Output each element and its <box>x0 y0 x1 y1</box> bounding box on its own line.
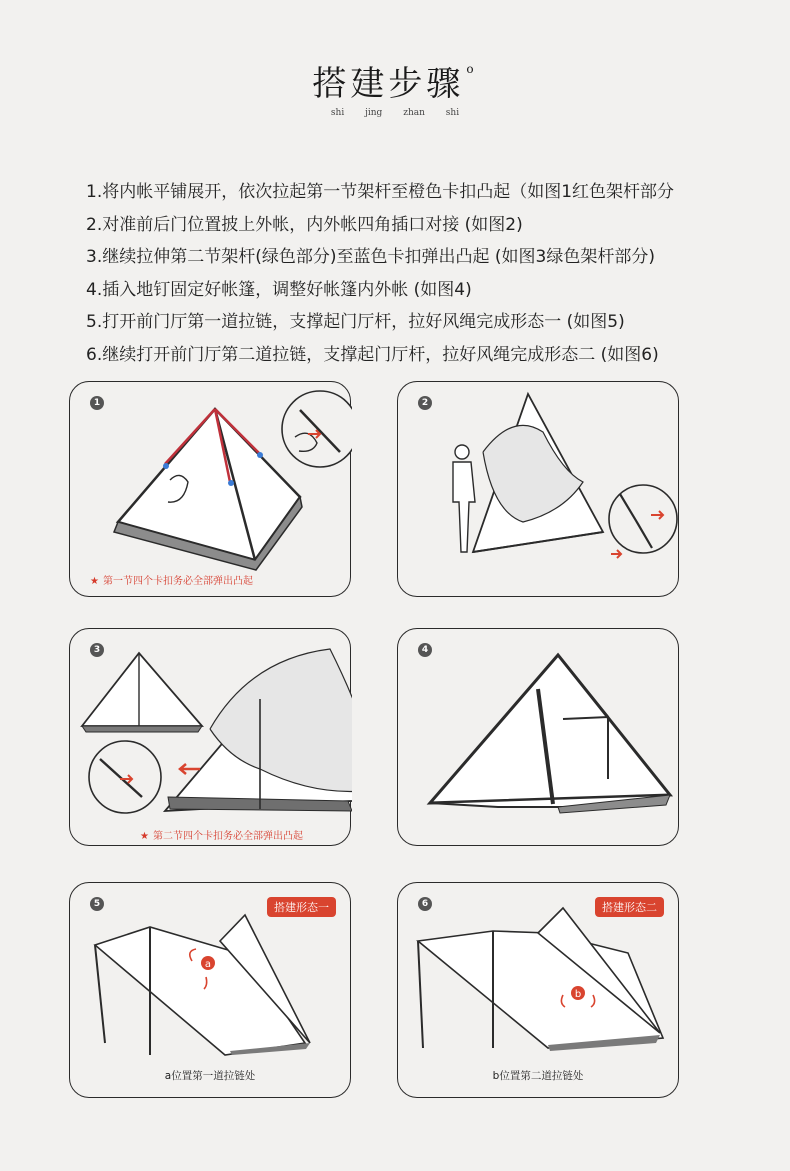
instruction-step: 1.将内帐平铺展开，依次拉起第一节架杆至橙色卡扣凸起（如图1红色架杆部分 <box>86 182 675 202</box>
tent-illustration <box>398 629 680 847</box>
page-title: 搭建步骤 $^o$ <box>312 61 478 104</box>
pinyin-syllable: zhan <box>403 108 425 118</box>
tent-illustration <box>70 883 352 1099</box>
instruction-step: 5.打开前门厅第一道拉链，支撑起门厅杆，拉好风绳完成形态一 (如图5) <box>86 312 625 332</box>
step-number-badge: 5 <box>90 897 104 911</box>
step-1-panel <box>69 381 351 597</box>
panel-caption: b位置第二道拉链处 <box>492 1070 584 1082</box>
star-icon: ★ <box>140 831 149 842</box>
pinyin-syllable: shi <box>330 108 345 118</box>
step-number-badge: 3 <box>90 643 104 657</box>
step-6-panel <box>397 882 679 1098</box>
instruction-step: 3.继续拉伸第二节架杆(绿色部分)至蓝色卡扣弹出凸起 (如图3绿色架杆部分) <box>86 247 655 267</box>
tent-illustration <box>70 382 352 598</box>
form-badge: 搭建形态二 <box>595 897 664 917</box>
step-3-panel <box>69 628 351 846</box>
instruction-step: 4.插入地钉固定好帐篷，调整好帐篷内外帐 (如图4) <box>86 279 472 300</box>
form-badge: 搭建形态一 <box>267 897 336 917</box>
pinyin-syllable: jing <box>365 108 383 118</box>
step-4-panel <box>397 628 679 846</box>
panel-caption: a位置第一道拉链处 <box>164 1070 256 1082</box>
tent-illustration <box>398 883 680 1099</box>
pinyin-line <box>0 108 790 118</box>
tent-illustration <box>70 629 352 847</box>
instruction-list <box>86 176 766 371</box>
step-number-badge: 2 <box>418 396 432 410</box>
step-number-badge: 4 <box>418 643 432 657</box>
panel-note: ★ 第二节四个卡扣务必全部弹出凸起 <box>140 831 303 842</box>
zipper-marker: b <box>574 989 582 1000</box>
step-5-panel <box>69 882 351 1098</box>
tent-illustration <box>398 382 680 598</box>
step-2-panel <box>397 381 679 597</box>
instruction-step: 2.对准前后门位置披上外帐，内外帐四角插口对接 (如图2) <box>86 214 523 235</box>
instruction-step: 6.继续打开前门厅第二道拉链，支撑起门厅杆，拉好风绳完成形态二 (如图6) <box>86 344 659 365</box>
step-number-badge: 6 <box>418 897 432 911</box>
pinyin-syllable: shi <box>445 108 460 118</box>
star-icon: ★ <box>90 576 99 587</box>
zipper-marker: a <box>204 959 212 970</box>
step-number-badge: 1 <box>90 396 104 410</box>
panel-note: ★ 第一节四个卡扣务必全部弹出凸起 <box>90 576 253 587</box>
